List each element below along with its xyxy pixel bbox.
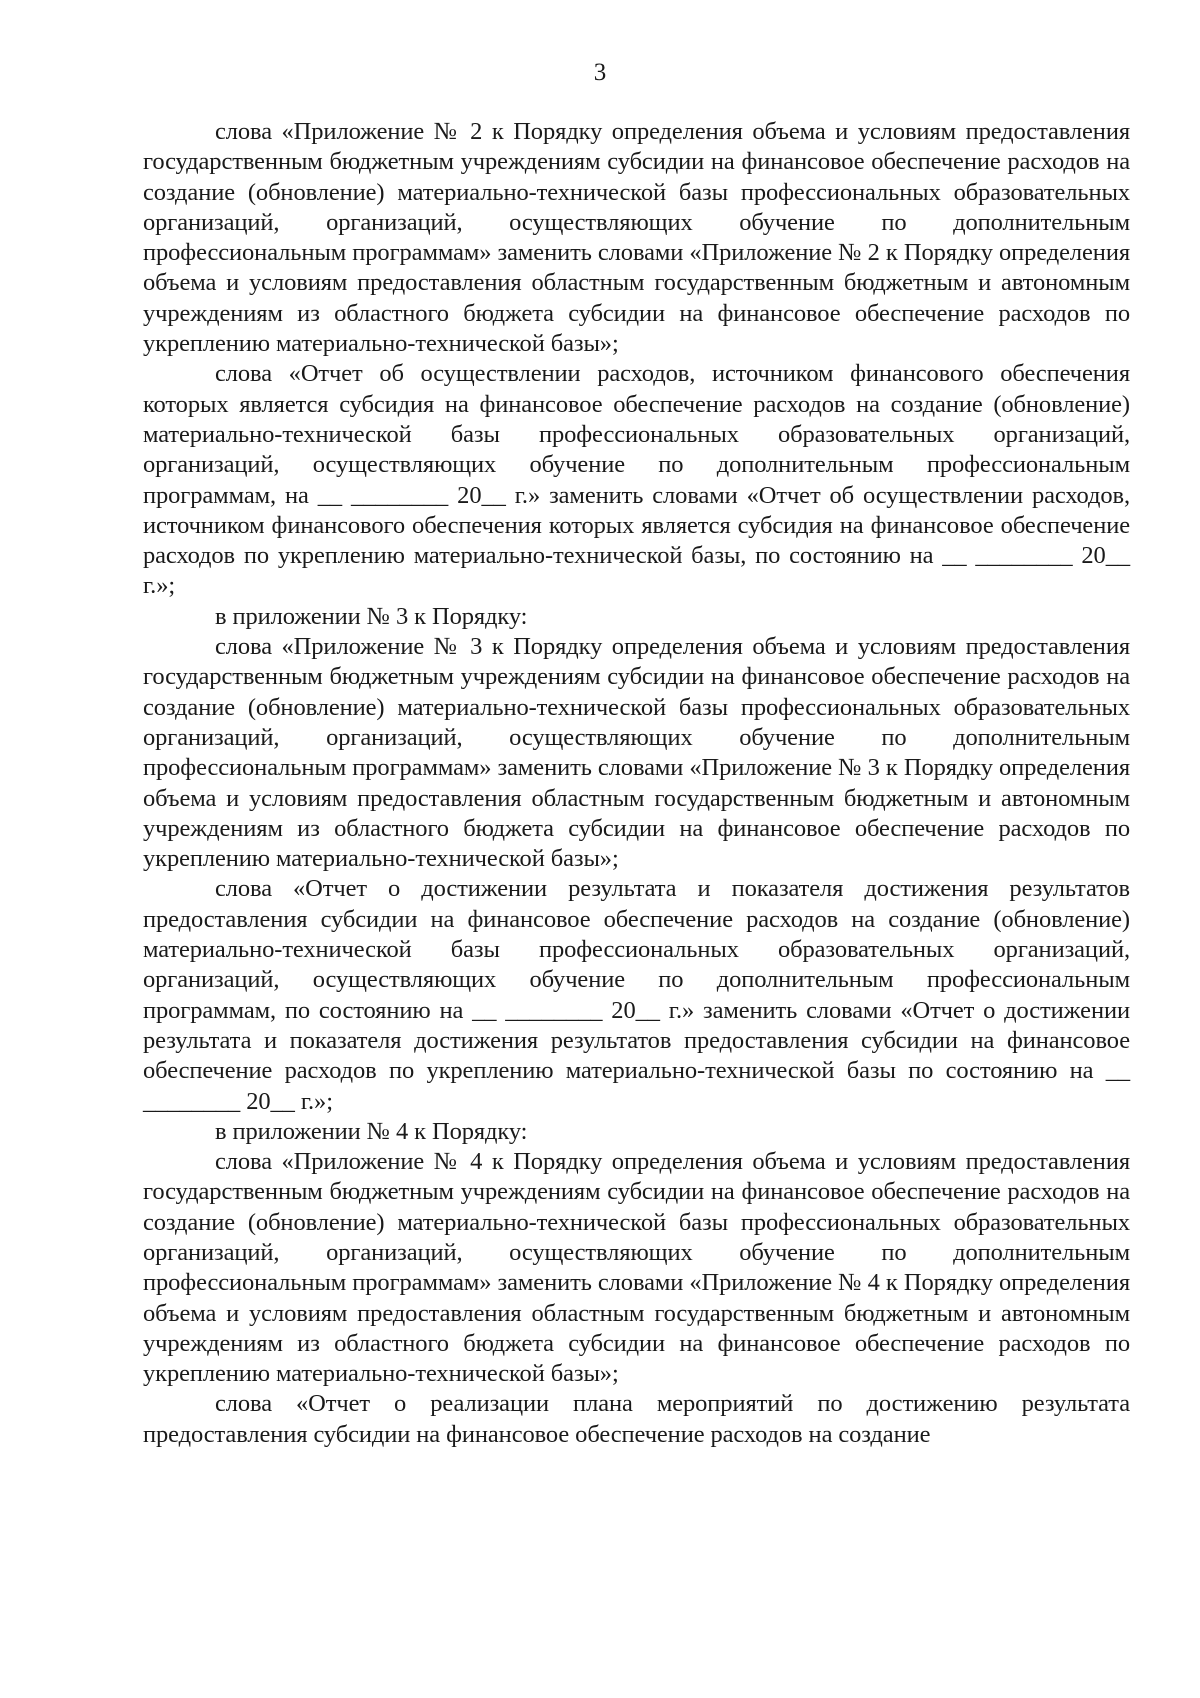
paragraph-appendix-4-report-replacement: слова «Отчет о реализации плана мероприятий по достижению результата предоставления субсидии на финансовое обеспечение расходов на создание xyxy=(143,1390,1130,1448)
page-number: 3 xyxy=(593,59,607,86)
paragraph-appendix-3-report-replacement: слова «Отчет о достижении результата и показателя достижения результатов предоставления субсидии на финансовое обеспечение расходов на создание (обновление) материально-технической базы профессиональных образовательных организаций, организаций, осуществляющих обучение по дополнительным профессиональным программам, по состоянию на __ ________ 20__ г.» заменить словами «Отчет о достижении результата и показателя достижения результатов предоставления субсидии на финансовое обеспечение расходов по укреплению материально-технической базы по состоянию на __ ________ 20__ г.»; xyxy=(143,875,1130,1115)
paragraph-appendix-2-title-replacement: слова «Приложение № 2 к Порядку определения объема и условиям предоставления государственным бюджетным учреждениям субсидии на финансовое обеспечение расходов на создание (обновление) материально-технической базы профессиональных образовательных организаций, организаций, осуществляющих обучение по дополнительным профессиональным программам» заменить словами «Приложение № 2 к Порядку определения объема и условиям предоставления областным государственным бюджетным и автономным учреждениям из областного бюджета субсидии на финансовое обеспечение расходов по укреплению материально-технической базы»; xyxy=(143,118,1130,358)
paragraph-appendix-3-title-replacement: слова «Приложение № 3 к Порядку определения объема и условиям предоставления государственным бюджетным учреждениям субсидии на финансовое обеспечение расходов на создание (обновление) материально-технической базы профессиональных образовательных организаций, организаций, осуществляющих обучение по дополнительным профессиональным программам» заменить словами «Приложение № 3 к Порядку определения объема и условиям предоставления областным государственным бюджетным и автономным учреждениям из областного бюджета субсидии на финансовое обеспечение расходов по укреплению материально-технической базы»; xyxy=(143,633,1130,873)
document-body xyxy=(143,117,1130,1450)
paragraph-appendix-3-heading: в приложении № 3 к Порядку: xyxy=(215,602,528,630)
paragraph-appendix-4-heading: в приложении № 4 к Порядку: xyxy=(215,1117,528,1145)
paragraph-appendix-2-report-replacement: слова «Отчет об осуществлении расходов, источником финансового обеспечения которых является субсидия на финансовое обеспечение расходов на создание (обновление) материально-технической базы профессиональных образовательных организаций, организаций, осуществляющих обучение по дополнительным профессиональным программам, на __ ________ 20__ г.» заменить словами «Отчет об осуществлении расходов, источником финансового обеспечения которых является субсидия на финансовое обеспечение расходов по укреплению материально-технической базы, по состоянию на __ ________ 20__ г.»; xyxy=(143,360,1130,600)
paragraph-appendix-4-title-replacement: слова «Приложение № 4 к Порядку определения объема и условиям предоставления государственным бюджетным учреждениям субсидии на финансовое обеспечение расходов на создание (обновление) материально-технической базы профессиональных образовательных организаций, организаций, осуществляющих обучение по дополнительным профессиональным программам» заменить словами «Приложение № 4 к Порядку определения объема и условиям предоставления областным государственным бюджетным и автономным учреждениям из областного бюджета субсидии на финансовое обеспечение расходов по укреплению материально-технической базы»; xyxy=(143,1148,1130,1388)
